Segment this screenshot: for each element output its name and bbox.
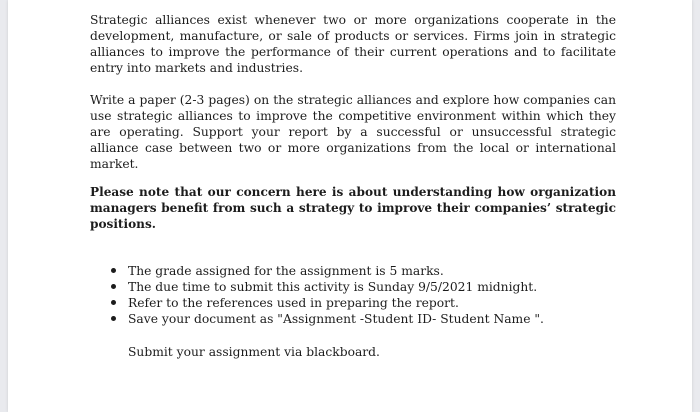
instructions-list: [90, 263, 616, 327]
bullet-icon: [111, 300, 116, 305]
list-item-text: The grade assigned for the assignment is 5 marks.: [128, 264, 444, 278]
list-item: [90, 295, 616, 311]
list-item-text: Save your document as "Assignment -Student ID- Student Name ".: [128, 312, 544, 326]
bullet-icon: [111, 284, 116, 289]
list-item-text: Refer to the references used in preparing the report.: [128, 296, 459, 310]
bullet-icon: [111, 316, 116, 321]
list-item: [90, 311, 616, 327]
intro-paragraph: Strategic alliances exist whenever two or more organizations cooperate in the development, manufacture, or sale of products or services. Firms join in strategic alliances to improve the performance of their current operations and to facilitate entry into markets and industries.: [90, 13, 616, 75]
submit-note: Submit your assignment via blackboard.: [128, 345, 380, 359]
list-item-text: The due time to submit this activity is Sunday 9/5/2021 midnight.: [128, 280, 538, 294]
note-paragraph: Please note that our concern here is about understanding how organization managers benefit from such a strategy to improve their companies’ strategic positions.: [90, 185, 616, 231]
task-paragraph: Write a paper (2-3 pages) on the strategic alliances and explore how companies can use strategic alliances to improve the competitive environment within which they are operating. Support your report by a successful or unsuccessful strategic alliance case between two or more organizations from the local or international market.: [90, 93, 616, 171]
list-item: [90, 279, 616, 295]
list-item: [90, 263, 616, 279]
document-page: [8, 0, 692, 412]
bullet-icon: [111, 268, 116, 273]
